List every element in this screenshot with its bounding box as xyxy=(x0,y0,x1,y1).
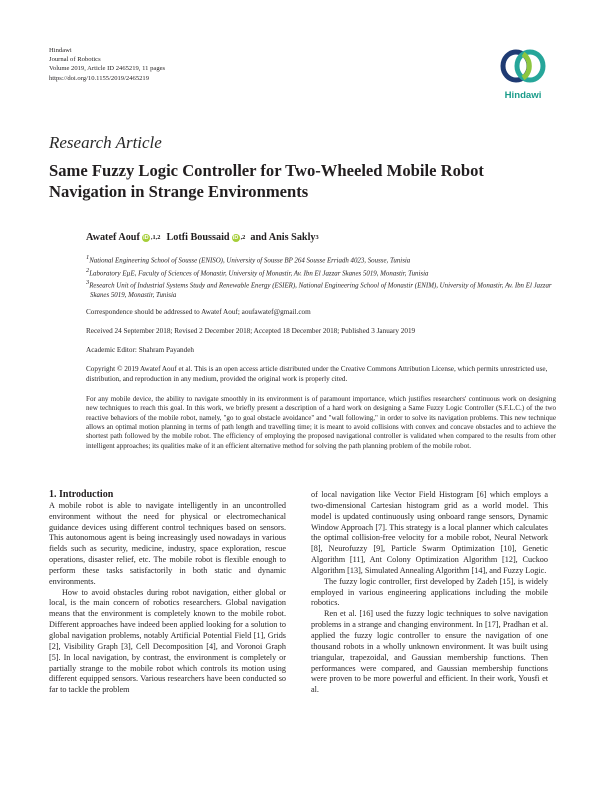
right-column xyxy=(311,490,548,696)
affiliation: $^1$National Engineering School of Sousse (ENISO), University of Sousse BP 264 Sousse Erriadh 4023, Sousse, Tunisia xyxy=(86,254,411,265)
affiliation: $^3$Research Unit of Industrial Systems Study and Renewable Energy (ESIER), National Engineering School of Monastir (ENIM), University of Monastir, Av. Ibn El Jazzar Skanes 5019, Monastir, Tunisia xyxy=(86,279,552,299)
author-name: Awatef Aouf xyxy=(86,232,140,243)
author-name: Lotfi Boussaid xyxy=(166,232,230,243)
paragraph: How to avoid obstacles during robot navigation, either global or local, is the main concern of robotics researchers. Global navigation means that the environment is completely known to the mobile robot. Different approaches have indeed been applied looking for a solution to global navigation problems, notably Artificial Potential Field [1], Grids [2], Visibility Graph [3], Cell Decomposition [4], and Voronoi Graph [5]. In local navigation, by contrast, the environment is completely or partially strange to the mobile robot which controls its motion using different equipped sensors. Various researchers have been conducted so far to tackle the problem xyxy=(49,587,286,695)
doi-link[interactable]: https://doi.org/10.1155/2019/2465219 xyxy=(49,74,150,82)
volume-info: Volume 2019, Article ID 2465219, 11 pages xyxy=(49,65,166,73)
journal-header xyxy=(49,46,165,83)
paragraph: The fuzzy logic controller, first developed by Zadeh [15], is widely employed in various engineering applications including the mobile robotics. xyxy=(311,576,548,608)
article-title: Same Fuzzy Logic Controller for Two-Wheeled Mobile Robot Navigation in Strange Environments xyxy=(49,161,484,201)
copyright-notice: Copyright © 2019 Awatef Aouf et al. This is an open access article distributed under the Creative Commons Attribution License, which permits unrestricted use, distribution, and reproduction in any medium, provided the original work is properly cited. xyxy=(86,365,548,383)
affiliation: $^2$Laboratory EµE, Faculty of Sciences of Monastir, University of Monastir, Av. Ibn El Jazzar Skanes 5019, Monastir, Tunisia xyxy=(86,266,429,277)
left-column xyxy=(49,490,286,696)
correspondence: Correspondence should be addressed to Awatef Aouf; aoufawatef@gmail.com xyxy=(86,308,311,316)
affiliations xyxy=(86,253,556,300)
abstract: For any mobile device, the ability to navigate smoothly in its environment is of paramount importance, which justifies researchers' continuous work on designing new techniques to reach this goal. In this work, we briefly present a description of a hard work on designing a Same Fuzzy Logic Controller (S.F.L.C.) of the two reactive behaviors of the mobile robot, namely, "go to goal obstacle avoidance" and "wall following," in order to solve its navigation problems. This new technique allows an optimal motion planning in terms of path length and travelling time; it is meant to avoid collisions with convex and concave obstacles and to achieve the shortest path followed by the mobile robot. The efficiency of employing the proposed navigational controller is validated when compared to the results from other intelligent approaches; its qualities make of it an efficient alternative method for solving the path planning problem of the mobile robot. xyxy=(86,395,556,450)
author-affiliation-marker: ,1,2 xyxy=(150,234,161,241)
publisher-name: Hindawi xyxy=(49,47,72,54)
hindawi-logo-icon xyxy=(498,46,548,90)
publication-dates: Received 24 September 2018; Revised 2 December 2018; Accepted 18 December 2018; Published 3 January 2019 xyxy=(86,327,416,335)
author-list xyxy=(86,232,319,243)
orcid-icon[interactable]: iD xyxy=(143,234,149,241)
section-heading: 1. Introduction xyxy=(49,489,114,500)
author-affiliation-marker: 3 xyxy=(315,234,319,241)
article-type: Research Article xyxy=(49,133,162,152)
logo-text: Hindawi xyxy=(504,90,542,101)
academic-editor: Academic Editor: Shahram Payandeh xyxy=(86,346,194,354)
paragraph: of local navigation like Vector Field Histogram [6] which employs a two-dimensional Cartesian histogram grid as a world model. This model is updated continuously using onboard range sensors, Dynamic Window Approach [7]. This strategy is a local planner which calculates the optimal collision-free velocity for a mobile robot, Neural Network [8], Neurofuzzy [9], Particle Swarm Optimization [10], Genetic Algorithm [11], Ant Colony Optimization Algorithm [12], Cuckoo Algorithm [13], Simulated Annealing Algorithm [14], and Fuzzy Logic. xyxy=(311,490,548,575)
paragraph: Ren et al. [16] used the fuzzy logic techniques to solve navigation problems in a strange and changing environment. In [17], Pradhan et al. applied the fuzzy logic controller to ensure the navigation of one thousand robots in a wholly unknown environment. It was built using triangular, trapezoidal, and Gaussian membership functions. Then performances were compared, and Gaussian membership functions were proven to be more powerful and efficient. In their work, Yousfi et al. xyxy=(311,609,548,695)
paragraph: A mobile robot is able to navigate intelligently in an uncontrolled environment without the need for physical or electromechanical guidance devices using different control techniques based on sensors. This autonomous agent is being increasingly used nowadays in various fields such as security, medicine, industry, space exploration, rescue operations, disaster relief, etc. The mobile robot is flexible enough to perform these tasks satisfactorily in both static and dynamic environments. xyxy=(49,500,286,586)
author-affiliation-marker: ,2 xyxy=(240,234,246,241)
author-name: and Anis Sakly xyxy=(250,232,316,243)
hindawi-logo xyxy=(498,46,548,104)
journal-name: Journal of Robotics xyxy=(49,56,101,64)
orcid-icon[interactable]: iD xyxy=(232,234,239,241)
